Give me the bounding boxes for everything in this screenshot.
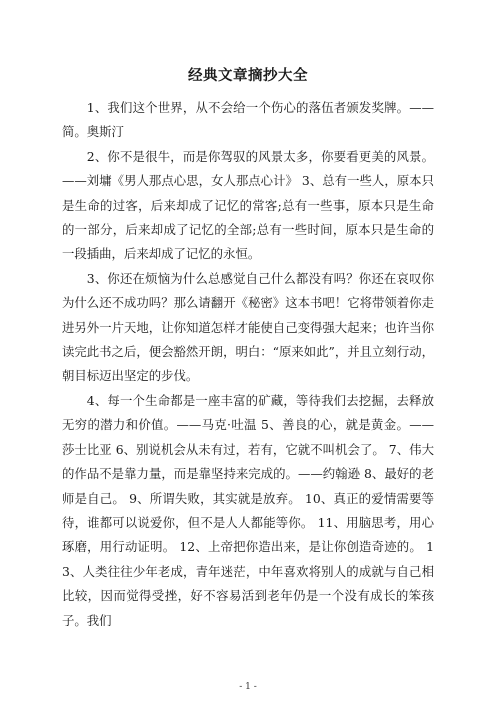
paragraph-3: 3、你还在烦恼为什么总感觉自己什么都没有吗？你还在哀叹你为什么还不成功吗？那么请翻开《秘密》这本书吧！它将带领着你走进另外一片天地，让你知道怎样才能使自己变得强大起来；也许当你读完此书之后，便会豁然开朗，明白：“原来如此”，并且立刻行动，朝目标迈出坚定的步伐。 [62, 270, 434, 384]
page-number: - 1 - [239, 682, 257, 692]
document-title: 经典文章摘抄大全 [188, 67, 308, 84]
paragraph-1: 1、我们这个世界，从不会给一个伤心的落伍者颁发奖牌。——简。奥斯汀 [62, 100, 434, 140]
paragraph-4: 4、每一个生命都是一座丰富的矿藏，等待我们去挖掘，去释放无穷的潜力和价值。——马克·吐温 5、善良的心，就是黄金。——莎士比亚 6、别说机会从未有过，若有，它就不叫机会了。 7、伟大的作品不是靠力量，而是靠坚持来完成的。——约翰逊 8、最好的老师是自己。 9、所谓失败，其实就是放弃。 10、真正的爱情需要等待，谁都可以说爱你，但不是人人都能等你。 11、用脑思考，用心琢磨，用行动证明。 12、上帝把你造出来，是让你创造奇迹的。 13、人类往往少年老成，青年迷茫，中年喜欢将别人的成就与自己相比较，因而觉得受挫，好不容易活到老年仍是一个没有成长的笨孩子。我们 [62, 392, 434, 628]
paragraph-2: 2、你不是很牛，而是你驾驭的风景太多，你要看更美的风景。——刘墉《男人那点心思，女人那点心计》 3、总有一些人，原本只是生命的过客，后来却成了记忆的常客;总有一些事，原本只是生命的一部分，后来却成了记忆的全部;总有一些时间，原本只是生命的一段插曲，后来却成了记忆的永恒。 [62, 148, 434, 262]
document-body [62, 96, 434, 633]
